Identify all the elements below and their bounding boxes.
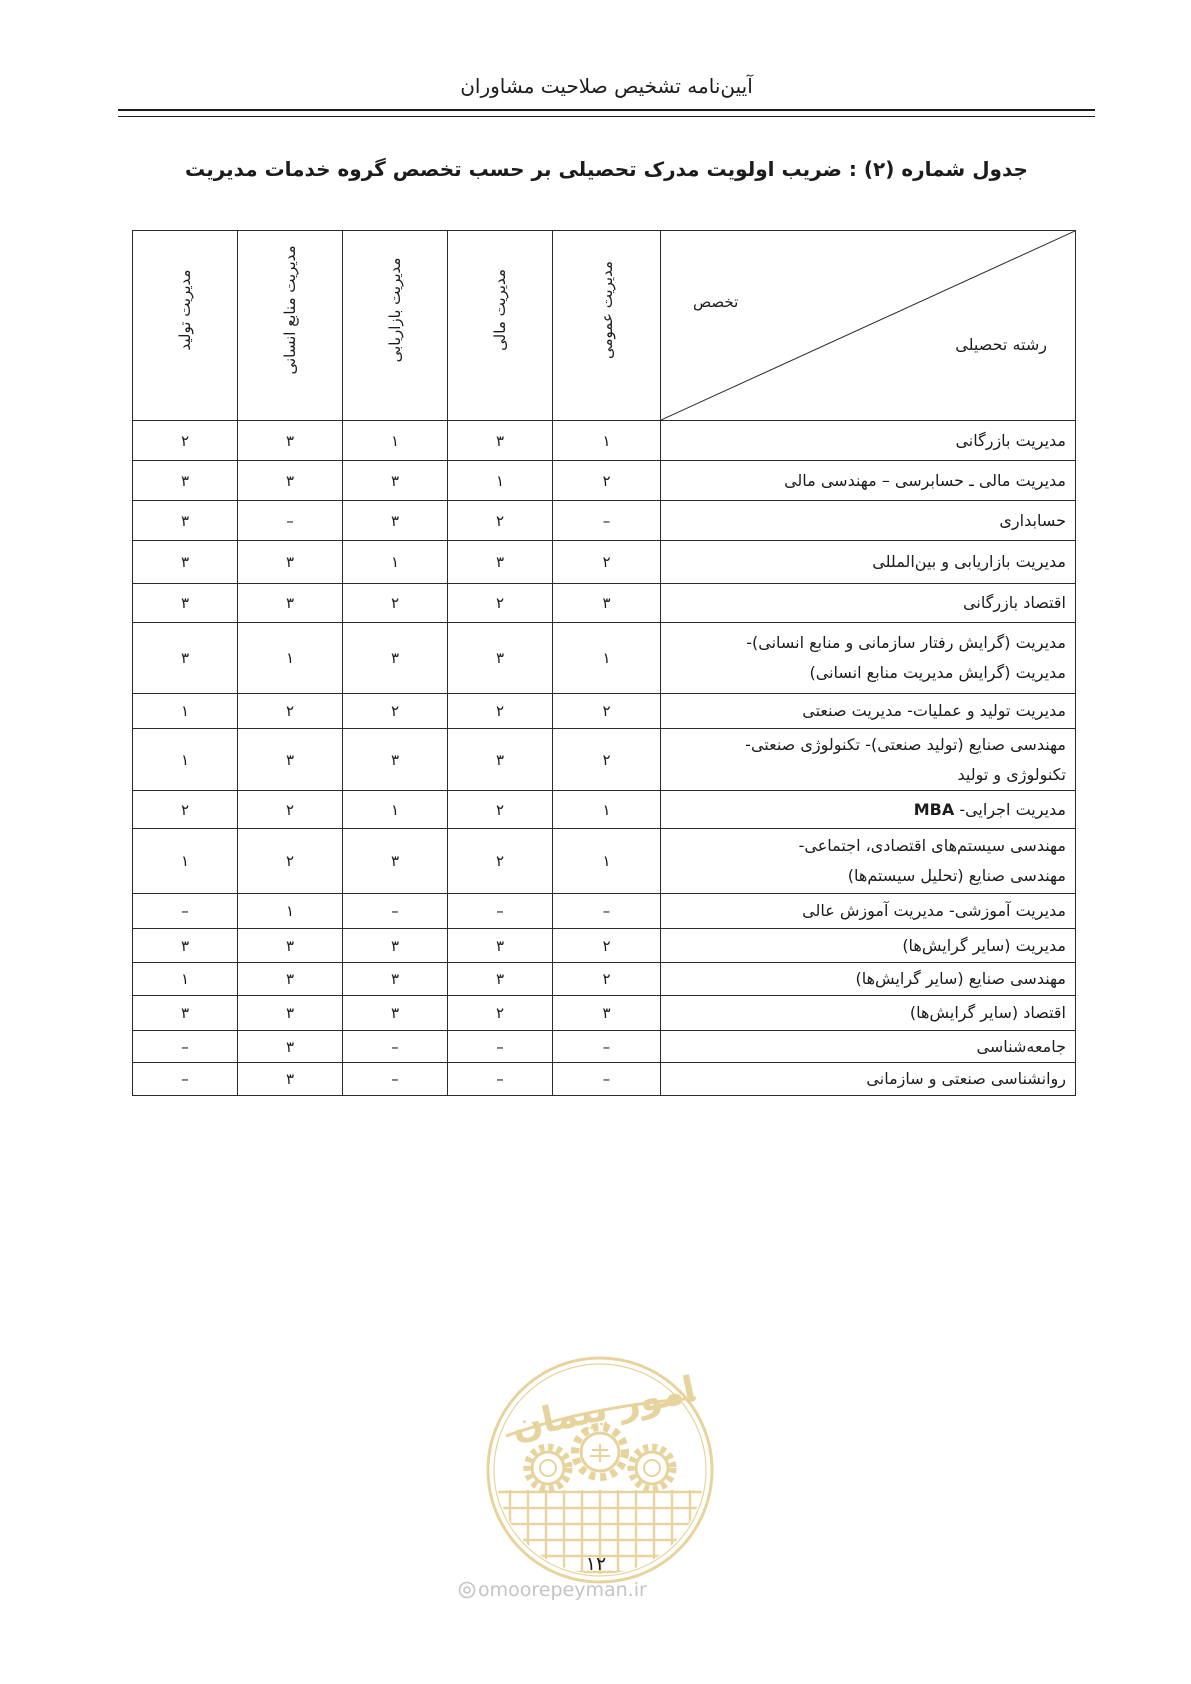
value-cell: ۲ <box>553 929 661 963</box>
value-cell: ۳ <box>448 729 553 791</box>
table-row <box>133 421 1076 461</box>
value-cell: ۲ <box>553 729 661 791</box>
column-header-label: مدیریت بازاریابی <box>386 257 404 363</box>
gear-icon <box>527 1447 569 1489</box>
value-cell: – <box>133 1031 238 1063</box>
header-rule-thick <box>118 109 1095 111</box>
value-cell: ۳ <box>553 996 661 1031</box>
value-cell: ۲ <box>553 541 661 584</box>
column-header-label: مدیریت عمومی <box>597 261 616 360</box>
row-label-cell <box>661 541 1076 584</box>
value-cell: ۲ <box>448 584 553 623</box>
header-row <box>133 231 1076 421</box>
row-label-cell <box>661 929 1076 963</box>
value-cell: ۳ <box>238 541 343 584</box>
row-label: جامعه‌شناسی <box>976 1036 1066 1056</box>
table-row <box>133 929 1076 963</box>
value-cell: ۱ <box>133 729 238 791</box>
value-cell: ۳ <box>133 584 238 623</box>
value-cell: ۱ <box>133 694 238 729</box>
value-cell: ۲ <box>448 694 553 729</box>
row-label-cell <box>661 729 1076 791</box>
row-label: مهندسی صنایع (تولید صنعتی)- تکنولوژی صنعتی- <box>745 734 1066 754</box>
value-cell: ۳ <box>133 623 238 694</box>
column-header-hr-management <box>238 231 343 421</box>
row-label: مدیریت بازاریابی و بین‌المللی <box>872 552 1066 571</box>
specialty-axis-label: تخصص <box>693 293 739 311</box>
column-header-label: مدیریت تولید <box>176 269 194 351</box>
row-label-cell <box>661 1063 1076 1096</box>
website-watermark <box>458 1579 647 1601</box>
row-label-cell <box>661 694 1076 729</box>
row-label: تکنولوژی و تولید <box>957 764 1066 784</box>
row-label-cell <box>661 963 1076 996</box>
table-row <box>133 829 1076 894</box>
table-row <box>133 1031 1076 1063</box>
value-cell: ۳ <box>238 929 343 963</box>
value-cell: – <box>343 1031 448 1063</box>
diagonal-divider <box>661 231 1075 420</box>
value-cell: ۳ <box>553 584 661 623</box>
table-row <box>133 729 1076 791</box>
value-cell: ۲ <box>448 501 553 541</box>
value-cell: ۳ <box>343 929 448 963</box>
column-header-label: مدیریت مالی <box>491 269 509 352</box>
column-header-production-management <box>133 231 238 421</box>
row-label: مدیریت (گرایش رفتار سازمانی و منابع انسانی)- <box>746 633 1066 652</box>
value-cell: ۳ <box>133 541 238 584</box>
value-cell: ۳ <box>133 929 238 963</box>
row-label-cell <box>661 1031 1076 1063</box>
value-cell: ۱ <box>343 791 448 829</box>
value-cell: ۱ <box>343 541 448 584</box>
gear-icon <box>575 1427 625 1477</box>
value-cell: ۳ <box>238 1063 343 1096</box>
value-cell: ۳ <box>238 461 343 501</box>
value-cell: ۳ <box>343 729 448 791</box>
row-label-cell <box>661 894 1076 929</box>
row-label: مدیریت اجرایی- MBA <box>913 799 1066 819</box>
value-cell: ۳ <box>238 1031 343 1063</box>
value-cell: ۳ <box>343 501 448 541</box>
degree-field-axis-label: رشته تحصیلی <box>955 335 1047 354</box>
value-cell: ۲ <box>448 996 553 1031</box>
value-cell: – <box>553 501 661 541</box>
row-label-cell <box>661 501 1076 541</box>
value-cell: ۳ <box>448 623 553 694</box>
table-row <box>133 461 1076 501</box>
value-cell: ۳ <box>343 461 448 501</box>
row-label-cell <box>661 623 1076 694</box>
column-header-marketing-management <box>343 231 448 421</box>
value-cell: ۲ <box>133 421 238 461</box>
row-label-cell <box>661 461 1076 501</box>
row-label: مدیریت تولید و عملیات- مدیریت صنعتی <box>802 701 1066 720</box>
table-body <box>133 421 1076 1096</box>
value-cell: ۳ <box>343 963 448 996</box>
row-label: اقتصاد بازرگانی <box>963 593 1066 612</box>
value-cell: ۳ <box>238 421 343 461</box>
value-cell: ۱ <box>238 623 343 694</box>
value-cell: ۲ <box>343 584 448 623</box>
value-cell: – <box>343 1063 448 1096</box>
value-cell: ۱ <box>133 963 238 996</box>
page-header-title: آیین‌نامه تشخیص صلاحیت مشاوران <box>460 74 753 98</box>
value-cell: – <box>448 894 553 929</box>
value-cell: ۳ <box>448 421 553 461</box>
table-row <box>133 1063 1076 1096</box>
value-cell: ۲ <box>238 829 343 894</box>
value-cell: – <box>133 1063 238 1096</box>
table-row <box>133 894 1076 929</box>
header-rule-thin <box>118 116 1095 117</box>
value-cell: ۳ <box>448 963 553 996</box>
row-label: مدیریت مالی ـ حسابرسی – مهندسی مالی <box>784 470 1066 490</box>
value-cell: ۳ <box>343 829 448 894</box>
row-label: حسابداری <box>999 510 1066 530</box>
row-label: روانشناسی صنعتی و سازمانی <box>866 1069 1066 1088</box>
value-cell: ۱ <box>553 421 661 461</box>
value-cell: ۱ <box>448 461 553 501</box>
value-cell: ۳ <box>133 461 238 501</box>
value-cell: ۱ <box>238 894 343 929</box>
value-cell: ۱ <box>553 623 661 694</box>
value-cell: ۱ <box>553 829 661 894</box>
value-cell: ۳ <box>238 584 343 623</box>
value-cell: – <box>343 894 448 929</box>
row-label: مدیریت آموزشی- مدیریت آموزش عالی <box>802 901 1066 920</box>
table-row <box>133 963 1076 996</box>
value-cell: ۲ <box>553 694 661 729</box>
row-label: مهندسی صنایع (تحلیل سیستم‌ها) <box>847 866 1066 885</box>
value-cell: – <box>238 501 343 541</box>
row-label: مدیریت بازرگانی <box>955 430 1066 450</box>
row-label-cell <box>661 829 1076 894</box>
value-cell: – <box>448 1063 553 1096</box>
value-cell: ۲ <box>238 791 343 829</box>
corner-cell <box>661 231 1076 421</box>
table-caption: جدول شماره (۲) : ضریب اولویت مدرک تحصیلی بر حسب تخصص گروه خدمات مدیریت <box>185 157 1028 181</box>
page-number: ۱۲ <box>585 1553 607 1575</box>
value-cell: ۲ <box>553 963 661 996</box>
row-label: مدیریت (سایر گرایش‌ها) <box>902 935 1066 955</box>
row-label: اقتصاد (سایر گرایش‌ها) <box>909 1003 1066 1022</box>
table-row <box>133 791 1076 829</box>
row-label: مهندسی سیستم‌های اقتصادی، اجتماعی- <box>798 836 1066 855</box>
value-cell: ۳ <box>133 501 238 541</box>
value-cell: ۲ <box>553 461 661 501</box>
row-label-cell <box>661 584 1076 623</box>
value-cell: – <box>553 1031 661 1063</box>
value-cell: – <box>448 1031 553 1063</box>
value-cell: ۳ <box>238 963 343 996</box>
row-label-cell <box>661 791 1076 829</box>
row-label: مدیریت (گرایش مدیریت منابع انسانی) <box>809 663 1066 682</box>
table-row <box>133 541 1076 584</box>
value-cell: ۳ <box>448 929 553 963</box>
value-cell: – <box>553 894 661 929</box>
gear-icon <box>631 1447 673 1489</box>
website-url: omoorepeyman.ir <box>478 1579 647 1601</box>
value-cell: ۲ <box>133 791 238 829</box>
table-row <box>133 694 1076 729</box>
column-header-financial-management <box>448 231 553 421</box>
row-label-cell <box>661 996 1076 1031</box>
value-cell: – <box>553 1063 661 1096</box>
value-cell: ۱ <box>553 791 661 829</box>
value-cell: ۳ <box>238 729 343 791</box>
row-label-cell <box>661 421 1076 461</box>
value-cell: ۳ <box>238 996 343 1031</box>
value-cell: – <box>133 894 238 929</box>
value-cell: ۳ <box>133 996 238 1031</box>
column-header-general-management <box>553 231 661 421</box>
logo-lettering: امور پیمان <box>507 1369 700 1449</box>
value-cell: ۲ <box>343 694 448 729</box>
value-cell: ۳ <box>448 541 553 584</box>
column-header-label: مدیریت منابع انسانی <box>281 245 299 375</box>
value-cell: ۲ <box>448 791 553 829</box>
table-row <box>133 584 1076 623</box>
value-cell: ۳ <box>343 996 448 1031</box>
row-label: مهندسی صنایع (سایر گرایش‌ها) <box>855 969 1066 988</box>
value-cell: ۲ <box>448 829 553 894</box>
value-cell: ۱ <box>133 829 238 894</box>
priority-coefficient-table <box>132 230 1076 1096</box>
table-row <box>133 623 1076 694</box>
table-row <box>133 501 1076 541</box>
value-cell: ۳ <box>343 623 448 694</box>
value-cell: ۲ <box>238 694 343 729</box>
at-icon <box>458 1581 476 1599</box>
table-row <box>133 996 1076 1031</box>
value-cell: ۱ <box>343 421 448 461</box>
